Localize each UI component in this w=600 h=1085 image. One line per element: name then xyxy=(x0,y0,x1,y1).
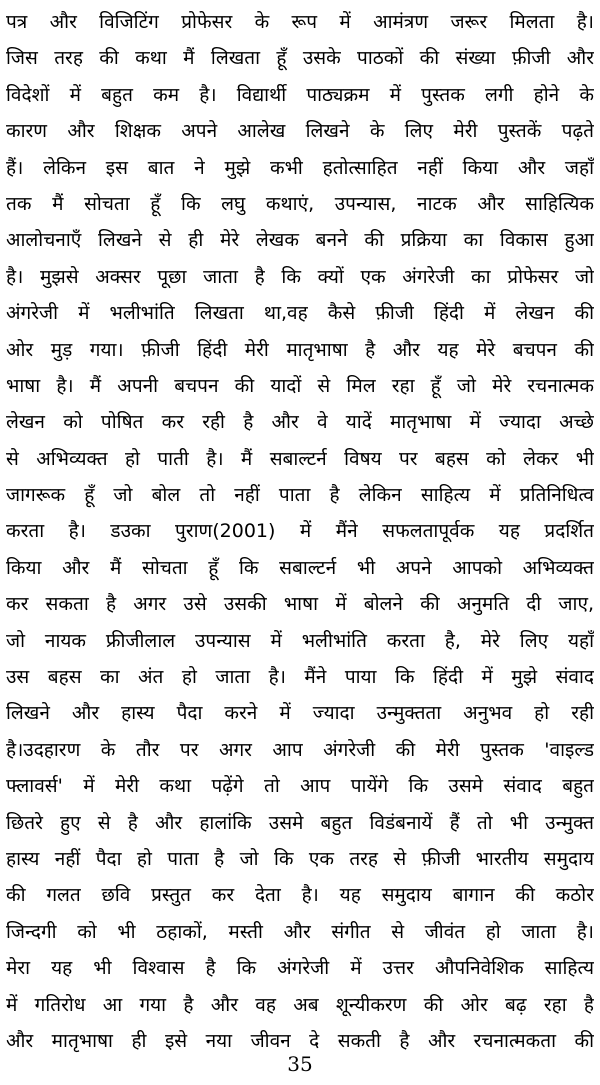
text-line: हैं। लेकिन इस बात ने मुझे कभी हतोत्साहित नहीं किया और जहाँ xyxy=(6,156,594,179)
text-line: लिखने और हास्य पैदा करने में ज्यादा उन्मुक्तता अनुभव हो रही xyxy=(6,702,594,725)
text-line: भाषा है। मैं अपनी बचपन की यादों से मिल रहा हूँ जो मेरे रचनात्मक xyxy=(6,374,594,397)
text-line: अंगरेजी में भलीभांति लिखता था,वह कैसे फ़ीजी हिंदी में लेखन की xyxy=(6,302,594,325)
text-line: कारण और शिक्षक अपने आलेख लिखने के लिए मेरी पुस्तकें पढ़ते xyxy=(6,120,594,143)
text-line: की गलत छवि प्रस्तुत कर देता है। यह समुदाय बागान की कठोर xyxy=(6,884,594,907)
text-line: में गतिरोध आ गया है और वह अब शून्यीकरण की ओर बढ़ रहा है xyxy=(6,993,594,1016)
text-line: किया और मैं सोचता हूँ कि सबाल्टर्न भी अपने आपको अभिव्यक्त xyxy=(6,556,594,579)
text-line: फ्लावर्स' में मेरी कथा पढ़ेंगे तो आप पायेंगे कि उसमे संवाद बहुत xyxy=(6,775,594,798)
text-line: ओर मुड़ गया। फ़ीजी हिंदी मेरी मातृभाषा है और यह मेरे बचपन की xyxy=(6,338,594,361)
body-text xyxy=(6,4,594,1059)
text-line: है। मुझसे अक्सर पूछा जाता है कि क्यों एक अंगरेजी का प्रोफेसर जो xyxy=(6,265,594,288)
text-line: जो नायक फ्रीजीलाल उपन्यास में भलीभांति करता है, मेरे लिए यहाँ xyxy=(6,629,594,652)
text-line: और मातृभाषा ही इसे नया जीवन दे सकती है और रचनात्मकता की xyxy=(6,1029,594,1052)
text-line: जिस तरह की कथा मैं लिखता हूँ उसके पाठकों की संख्या फ़ीजी और xyxy=(6,47,594,70)
text-line: से अभिव्यक्त हो पाती है। मैं सबाल्टर्न विषय पर बहस को लेकर भी xyxy=(6,447,594,470)
text-line: उस बहस का अंत हो जाता है। मैंने पाया कि हिंदी में मुझे संवाद xyxy=(6,666,594,689)
text-line: जिन्दगी को भी ठहाकों, मस्ती और संगीत से जीवंत हो जाता है। xyxy=(6,920,594,943)
text-line: करता है। डउका पुराण(2001) में मैंने सफलतापूर्वक यह प्रदर्शित xyxy=(6,520,594,543)
text-line: पत्र और विजिटिंग प्रोफेसर के रूप में आमंत्रण जरूर मिलता है। xyxy=(6,11,594,33)
text-line: आलोचनाएँ लिखने से ही मेरे लेखक बनने की प्रक्रिया का विकास हुआ xyxy=(6,229,594,252)
text-line: छितरे हुए से है और हालांकि उसमे बहुत विडंबनायें हैं तो भी उन्मुक्त xyxy=(6,811,594,834)
text-line: मेरा यह भी विश्वास है कि अंगरेजी में उत्तर औपनिवेशिक साहित्य xyxy=(6,957,594,980)
text-line: विदेशों में बहुत कम है। विद्यार्थी पाठ्यक्रम में पुस्तक लगी होने के xyxy=(6,83,594,106)
text-line: लेखन को पोषित कर रही है और वे यादें मातृभाषा में ज्यादा अच्छे xyxy=(6,411,594,434)
text-line: है।उदहारण के तौर पर अगर आप अंगरेजी की मेरी पुस्तक 'वाइल्ड xyxy=(6,738,594,761)
text-line: तक मैं सोचता हूँ कि लघु कथाएं, उपन्यास, नाटक और साहित्यिक xyxy=(6,192,594,215)
page-number: 35 xyxy=(287,1052,313,1076)
text-line: जागरूक हूँ जो बोल तो नहीं पाता है लेकिन साहित्य में प्रतिनिधित्व xyxy=(6,484,594,507)
text-line: कर सकता है अगर उसे उसकी भाषा में बोलने की अनुमति दी जाए, xyxy=(6,593,594,616)
text-line: हास्य नहीं पैदा हो पाता है जो कि एक तरह से फ़ीजी भारतीय समुदाय xyxy=(6,847,594,870)
